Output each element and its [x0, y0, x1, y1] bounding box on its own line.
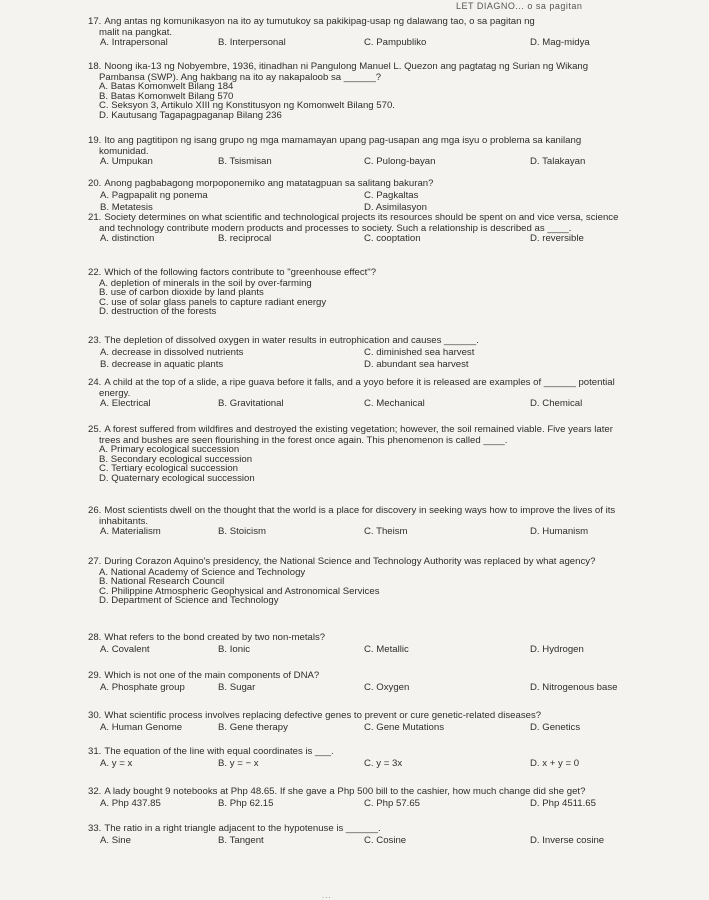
option-c[interactable]: C. Metallic — [364, 643, 409, 655]
question-stem — [88, 136, 665, 147]
question-31 — [88, 747, 665, 770]
option-b[interactable]: B. Ionic — [218, 643, 250, 655]
question-stem — [88, 268, 665, 279]
option-d[interactable]: D. Humanism — [530, 526, 589, 538]
option-b[interactable]: B. decrease in aquatic plants — [100, 358, 224, 370]
question-text: A lady bought 9 notebooks at Php 48.65. If she gave a Php 500 bill to the cashier, how much change did she get? — [104, 786, 586, 797]
option-b[interactable]: B. Tangent — [218, 834, 264, 846]
options-list — [88, 82, 665, 120]
option-a[interactable]: A. Pagpapalit ng ponema — [100, 189, 208, 201]
option-b[interactable]: B. use of carbon dioxide by land plants — [99, 287, 264, 299]
question-text: The ratio in a right triangle adjacent to the hypotenuse is ______. — [104, 823, 381, 834]
question-stem — [88, 213, 665, 224]
question-text: During Corazon Aquino's presidency, the National Science and Technology Authority was replaced by what agency? — [104, 556, 596, 567]
question-number: 17. — [88, 16, 102, 27]
question-stem — [88, 557, 665, 568]
question-number: 31. — [88, 746, 102, 757]
option-a[interactable]: A. Electrical — [100, 398, 151, 410]
option-a[interactable]: A. y = x — [100, 757, 133, 769]
options-row — [88, 759, 665, 770]
options-row — [88, 645, 665, 656]
option-a[interactable]: A. National Academy of Science and Technology — [99, 566, 306, 578]
option-d[interactable]: D. x + y = 0 — [530, 757, 580, 769]
option-a[interactable]: A. Primary ecological succession — [99, 444, 240, 456]
question-32 — [88, 787, 665, 810]
question-text-continued: trees and bushes are seen flourishing in the forest once again. This phenomenon is called ____. — [99, 434, 508, 446]
option-b[interactable]: B. National Research Council — [99, 576, 225, 588]
option-a[interactable]: A. Php 437.85 — [100, 797, 161, 809]
option-c[interactable]: C. use of solar glass panels to capture radiant energy — [99, 296, 327, 308]
question-stem — [88, 787, 665, 798]
option-d[interactable]: D. reversible — [530, 233, 584, 245]
question-stem — [88, 378, 665, 389]
question-text-continued: inhabitants. — [99, 515, 149, 527]
option-c[interactable]: C. Php 57.65 — [364, 797, 421, 809]
option-c[interactable]: C. y = 3x — [364, 757, 403, 769]
option-c[interactable]: C. Mechanical — [364, 398, 425, 410]
options-row — [88, 234, 665, 245]
option-a[interactable]: A. depletion of minerals in the soil by over-farming — [99, 277, 312, 289]
options-list — [88, 568, 665, 606]
question-stem — [88, 506, 665, 517]
question-text-continued: Pambansa (SWP). Ang hakbang na ito ay nakapaloob sa ______? — [99, 71, 382, 83]
options-row — [88, 38, 665, 49]
options-row — [88, 527, 665, 538]
option-b[interactable]: B. Stoicism — [218, 526, 266, 538]
question-stem — [88, 633, 665, 644]
option-b[interactable]: B. reciprocal — [218, 233, 272, 245]
option-b[interactable]: B. Batas Komonwelt Bilang 570 — [99, 90, 234, 102]
question-number: 21. — [88, 212, 102, 223]
option-d[interactable]: D. Mag-midya — [530, 37, 590, 49]
question-27 — [88, 557, 665, 606]
option-c[interactable]: C. diminished sea harvest — [364, 346, 475, 358]
options-row — [88, 683, 665, 694]
question-text-continued: and technology contribute modern products and processes to society. Such a relationship is described as ____. — [99, 222, 572, 234]
question-number: 30. — [88, 710, 102, 721]
option-a[interactable]: A. Umpukan — [100, 156, 153, 168]
question-text-continued: energy. — [99, 387, 131, 399]
question-text: Most scientists dwell on the thought that the world is a place for discovery in seeking ways how to improve the lives of its — [104, 505, 616, 516]
option-a[interactable]: A. Human Genome — [100, 721, 183, 733]
question-17 — [88, 17, 665, 49]
question-19 — [88, 136, 665, 168]
option-d[interactable]: D. Nitrogenous base — [530, 681, 618, 693]
question-text: Anong pagbabagong morpoponemiko ang matatagpuan sa salitang bakuran? — [104, 178, 434, 189]
question-number: 25. — [88, 424, 102, 435]
option-d[interactable]: D. Quaternary ecological succession — [99, 472, 255, 484]
option-c[interactable]: C. Gene Mutations — [364, 721, 444, 733]
option-a[interactable]: A. Materialism — [100, 526, 161, 538]
option-c[interactable]: C. Pagkaltas — [364, 189, 419, 201]
question-number: 23. — [88, 335, 102, 346]
option-c[interactable]: C. Pampubliko — [364, 37, 427, 49]
question-number: 33. — [88, 823, 102, 834]
option-d[interactable]: D. Talakayan — [530, 156, 586, 168]
option-d[interactable]: D. Php 4511.65 — [530, 797, 596, 809]
question-33 — [88, 824, 665, 847]
option-d[interactable]: D. Chemical — [530, 398, 583, 410]
question-number: 19. — [88, 135, 102, 146]
question-text: The equation of the line with equal coordinates is ___. — [104, 746, 334, 757]
options-list — [88, 445, 665, 483]
option-c[interactable]: C. Theism — [364, 526, 408, 538]
question-number: 28. — [88, 632, 102, 643]
option-c[interactable]: C. Philippine Atmospheric Geophysical and Astronomical Services — [99, 585, 380, 597]
option-b[interactable]: B. Php 62.15 — [218, 797, 274, 809]
option-d[interactable]: D. Hydrogen — [530, 643, 584, 655]
question-22 — [88, 268, 665, 317]
option-b[interactable]: B. y = − x — [218, 757, 259, 769]
options-row — [88, 348, 665, 359]
option-b[interactable]: B. Interpersonal — [218, 37, 286, 49]
header-fragment: LET DIAGNO... o sa pagitan — [456, 1, 583, 11]
question-text-continued: komunidad. — [99, 145, 149, 157]
question-text: Noong ika-13 ng Nobyembre, 1936, itinadhan ni Pangulong Manuel L. Quezon ang pagtatag ng Surian ng Wikang — [104, 61, 589, 72]
option-b[interactable]: B. Gene therapy — [218, 721, 288, 733]
question-text: What refers to the bond created by two non-metals? — [104, 632, 326, 643]
options-row — [88, 836, 665, 847]
option-d[interactable]: D. destruction of the forests — [99, 306, 217, 318]
option-d[interactable]: D. Department of Science and Technology — [99, 595, 279, 607]
question-18 — [88, 62, 665, 120]
question-25 — [88, 425, 665, 483]
question-number: 26. — [88, 505, 102, 516]
question-number: 22. — [88, 267, 102, 278]
question-26 — [88, 506, 665, 538]
question-number: 32. — [88, 786, 102, 797]
option-a[interactable]: A. Sine — [100, 834, 131, 846]
option-c[interactable]: C. Tertiary ecological succession — [99, 463, 238, 475]
options-row — [88, 399, 665, 410]
option-c[interactable]: C. Oxygen — [364, 681, 410, 693]
option-a[interactable]: A. Intrapersonal — [100, 37, 168, 49]
question-stem — [88, 425, 665, 436]
options-row — [88, 799, 665, 810]
question-number: 18. — [88, 61, 102, 72]
question-29 — [88, 671, 665, 694]
option-b[interactable]: B. Gravitational — [218, 398, 284, 410]
options-row — [88, 157, 665, 168]
option-c[interactable]: C. cooptation — [364, 233, 421, 245]
footer-fragment: ... — [322, 891, 332, 900]
question-20 — [88, 179, 665, 214]
question-stem — [88, 179, 665, 190]
question-text: What scientific process involves replacing defective genes to prevent or cure genetic-related diseases? — [104, 710, 542, 721]
option-b[interactable]: B. Secondary ecological succession — [99, 453, 253, 465]
option-d[interactable]: D. Asimilasyon — [364, 201, 427, 213]
question-stem — [88, 17, 665, 28]
question-text: A child at the top of a slide, a ripe guava before it falls, and a yoyo before it is released are examples of ______ potential — [104, 377, 615, 388]
option-a[interactable]: A. distinction — [100, 233, 155, 245]
question-stem — [88, 711, 665, 722]
question-stem — [88, 336, 665, 347]
option-b[interactable]: B. Metatesis — [100, 201, 153, 213]
question-24 — [88, 378, 665, 410]
options-row — [88, 191, 665, 202]
question-stem — [88, 671, 665, 682]
question-number: 29. — [88, 670, 102, 681]
question-text: Ito ang pagtitipon ng isang grupo ng mga mamamayan upang pag-usapan ang mga isyu o problema sa kanilang — [104, 135, 582, 146]
option-b[interactable]: B. Tsismisan — [218, 156, 272, 168]
question-stem — [88, 62, 665, 73]
options-row — [88, 360, 665, 371]
option-a[interactable]: A. decrease in dissolved nutrients — [100, 346, 244, 358]
question-number: 27. — [88, 556, 102, 567]
question-text-continued: malit na pangkat. — [99, 26, 173, 38]
question-number: 20. — [88, 178, 102, 189]
option-d[interactable]: D. Genetics — [530, 721, 581, 733]
option-c[interactable]: C. Pulong-bayan — [364, 156, 436, 168]
option-d[interactable]: D. Kautusang Tagapagpaganap Bilang 236 — [99, 109, 282, 121]
option-c[interactable]: C. Seksyon 3, Artikulo XIII ng Konstitusyon ng Komonwelt Bilang 570. — [99, 100, 395, 112]
question-text: Which is not one of the main components of DNA? — [104, 670, 320, 681]
option-c[interactable]: C. Cosine — [364, 834, 407, 846]
option-b[interactable]: B. Sugar — [218, 681, 256, 693]
question-28 — [88, 633, 665, 656]
question-text: Society determines on what scientific and technological projects its resources should be spent on and vice versa, science — [104, 212, 619, 223]
options-list — [88, 279, 665, 317]
option-a[interactable]: A. Batas Komonwelt Bilang 184 — [99, 81, 234, 93]
question-text: A forest suffered from wildfires and destroyed the existing vegetation; however, the soil remained viable. Five years later — [104, 424, 613, 435]
question-number: 24. — [88, 377, 102, 388]
option-d[interactable]: D. Inverse cosine — [530, 834, 605, 846]
option-d[interactable]: D. abundant sea harvest — [364, 358, 469, 370]
question-stem — [88, 824, 665, 835]
question-21 — [88, 213, 665, 245]
question-stem — [88, 747, 665, 758]
question-text: The depletion of dissolved oxygen in water results in eutrophication and causes ______. — [104, 335, 479, 346]
question-text: Which of the following factors contribute to "greenhouse effect"? — [104, 267, 377, 278]
option-a[interactable]: A. Covalent — [100, 643, 150, 655]
question-23 — [88, 336, 665, 371]
options-row — [88, 723, 665, 734]
option-a[interactable]: A. Phosphate group — [100, 681, 185, 693]
question-30 — [88, 711, 665, 734]
question-text: Ang antas ng komunikasyon na ito ay tumutukoy sa pakikipag-usap ng dalawang tao, o sa pagitan ng — [104, 16, 535, 27]
